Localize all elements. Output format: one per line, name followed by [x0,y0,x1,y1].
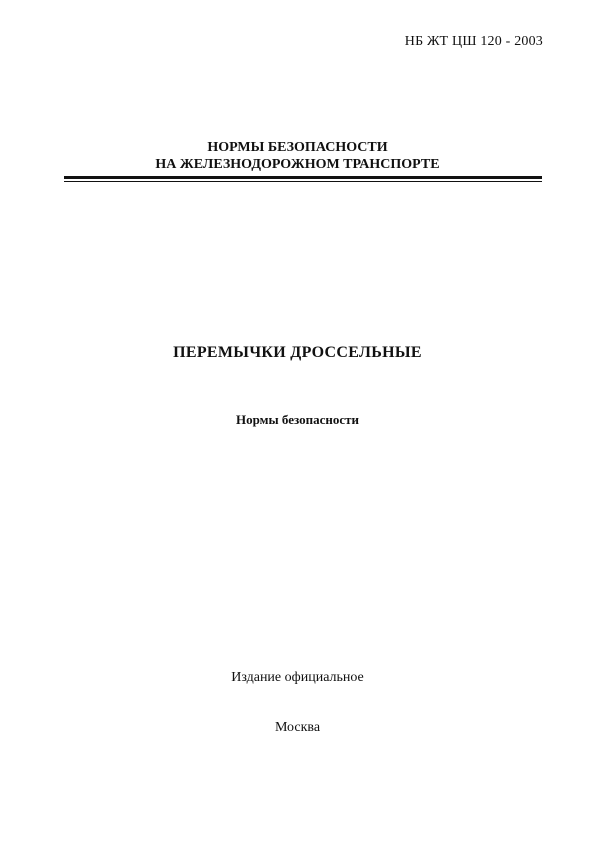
series-heading [0,139,595,173]
series-heading-line-2: НА ЖЕЛЕЗНОДОРОЖНОМ ТРАНСПОРТЕ [155,157,440,172]
thick-rule [64,176,542,179]
thin-rule [64,181,542,182]
document-subtitle: Нормы безопасности [235,412,360,427]
series-heading-line-1: НОРМЫ БЕЗОПАСНОСТИ [207,140,388,155]
publication-city: Москва [274,720,321,735]
double-rule-divider [64,176,542,182]
document-title: ПЕРЕМЫЧКИ ДРОССЕЛЬНЫЕ [173,344,422,361]
document-code: НБ ЖТ ЦШ 120 - 2003 [404,34,543,49]
edition-note: Издание официальное [231,670,364,685]
